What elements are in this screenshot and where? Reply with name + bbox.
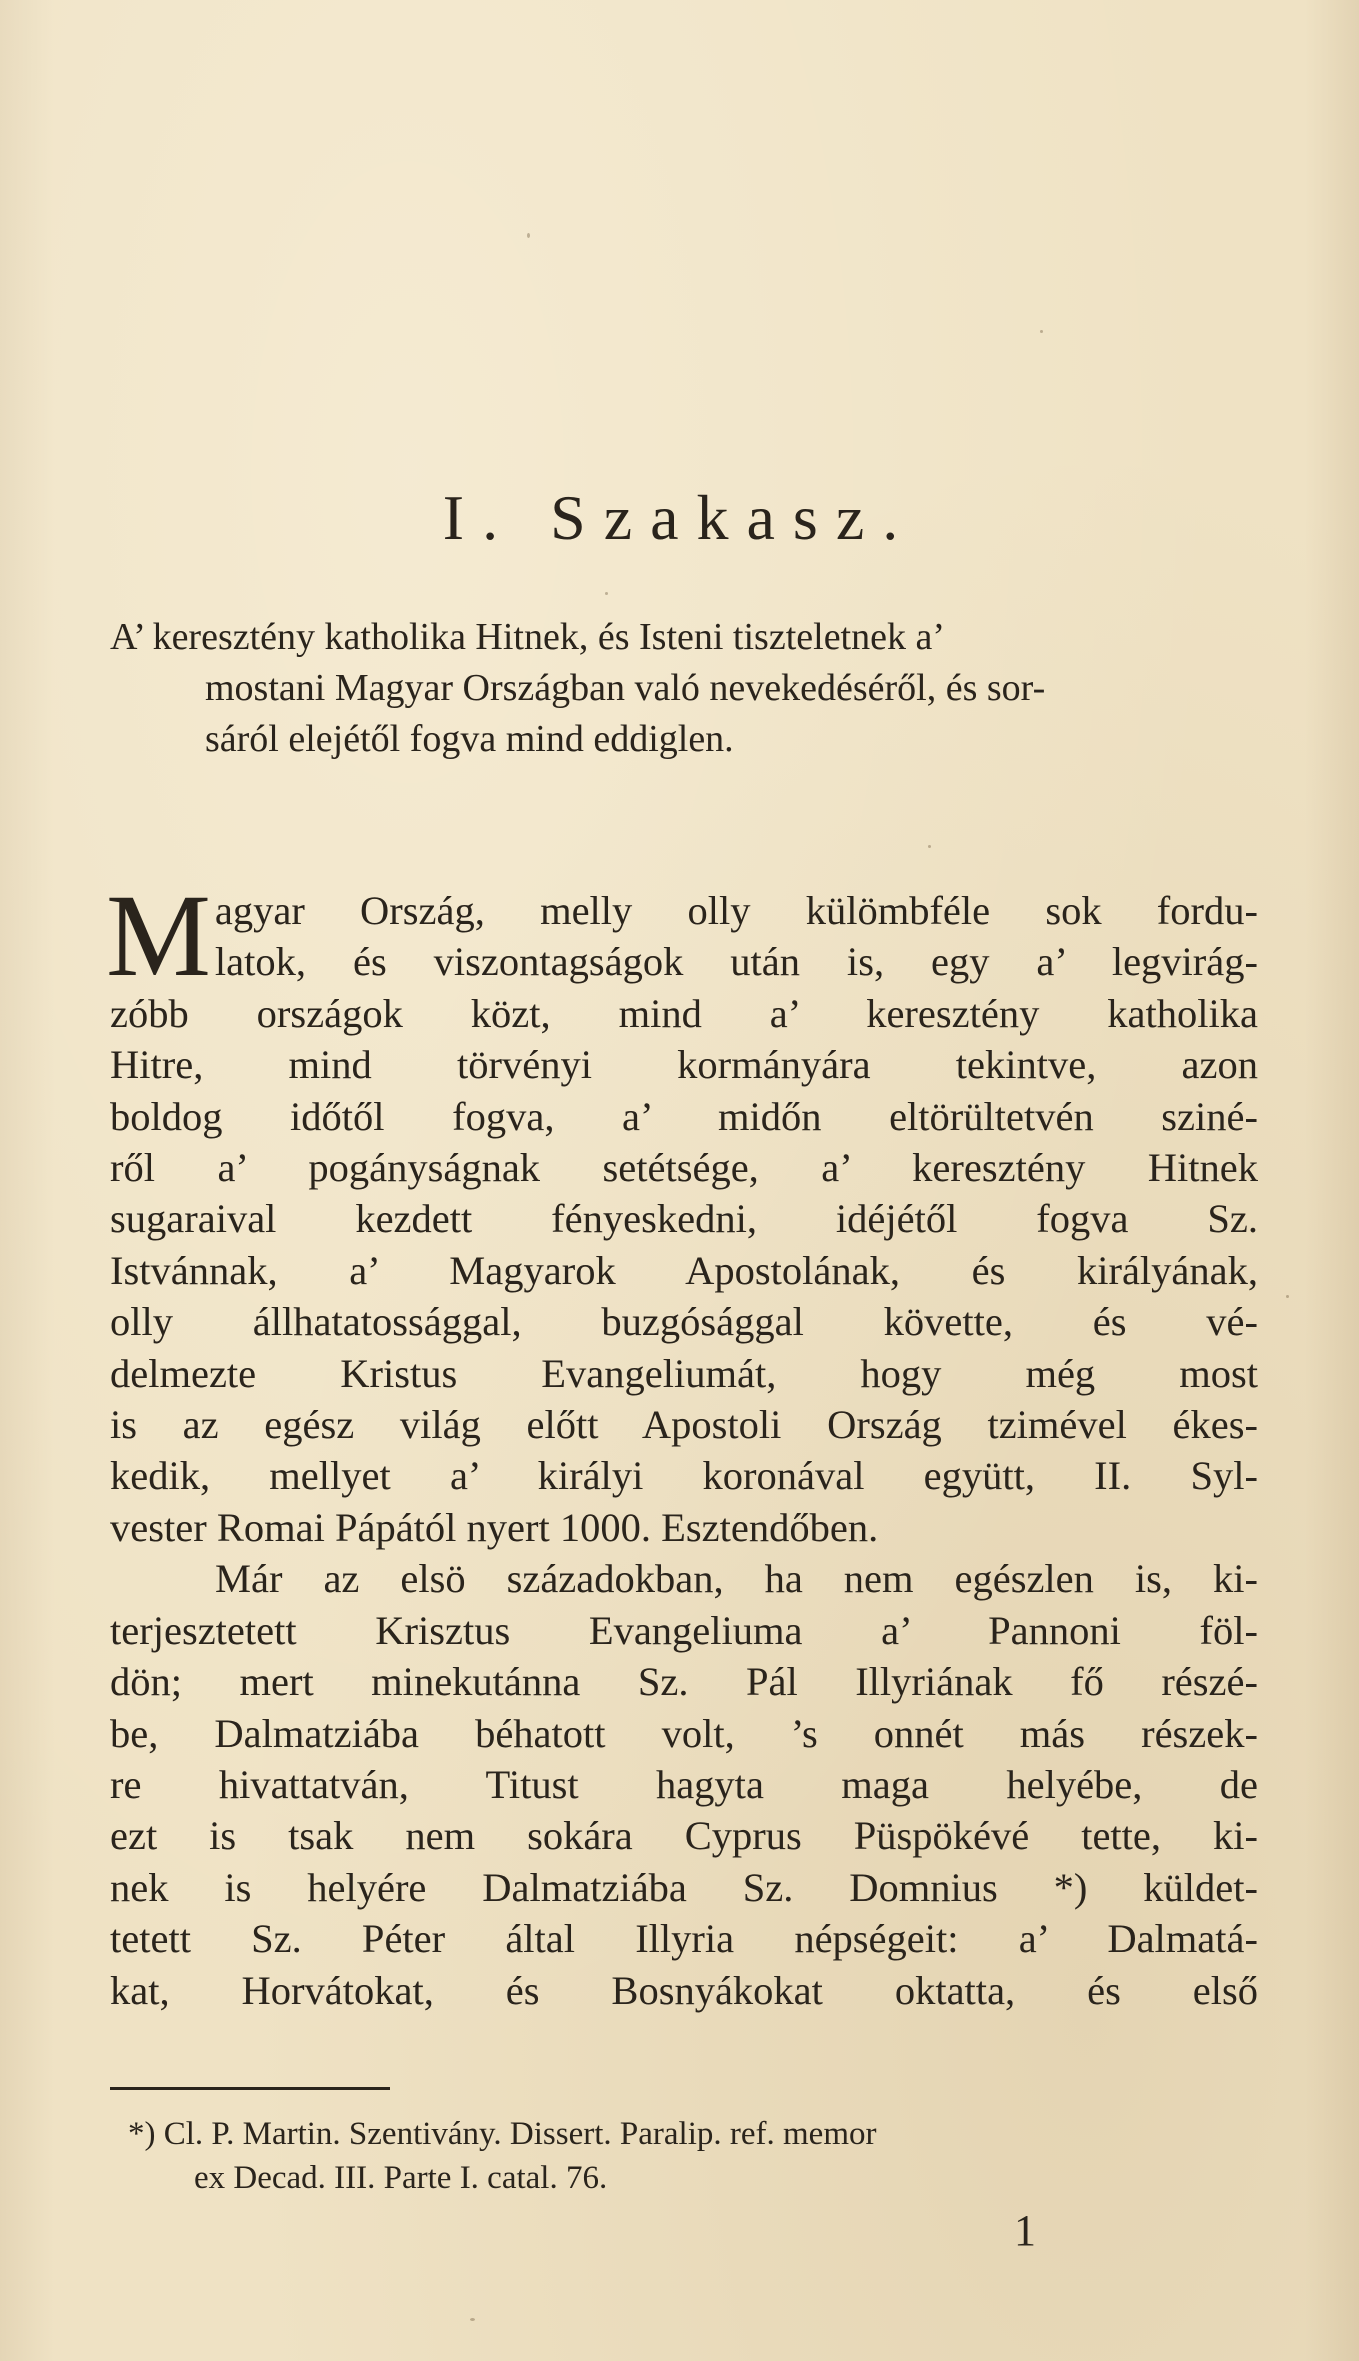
text-line: latok, és viszontagságok után is, egy a’ legvirág- (214, 939, 1258, 985)
text-line: is az egész világ előtt Apostoli Ország tzimével ékes- (110, 1402, 1258, 1448)
subtitle-line: sáról elejétől fogva mind eddiglen. (205, 718, 734, 760)
footnote-line: *) Cl. P. Martin. Szentivány. Dissert. Paralip. ref. memor (128, 2116, 877, 2152)
text-line: dön; mert minekutánna Sz. Pál Illyriának fő részé- (110, 1659, 1258, 1705)
paper-speck (605, 592, 608, 595)
text-line: sugaraival kezdett fényeskedni, idéjétől fogva Sz. (110, 1196, 1258, 1242)
subtitle-line: A’ keresztény katholika Hitnek, és Isteni tiszteletnek a’ (110, 616, 945, 658)
text-line: zóbb országok közt, mind a’ keresztény katholika (110, 990, 1258, 1036)
footnote (128, 2112, 1258, 2200)
text-line: terjesztetett Krisztus Evangeliuma a’ Pannoni föl- (110, 1607, 1258, 1653)
text-line: tetett Sz. Péter által Illyria népségeit: a’ Dalmatá- (110, 1916, 1258, 1962)
text-line: kedik, mellyet a’ királyi koronával együtt, II. Syl- (110, 1453, 1258, 1499)
second-paragraph (110, 1553, 1258, 2016)
text-line: ezt is tsak nem sokára Cyprus Püspökévé tette, ki- (110, 1813, 1258, 1859)
section-title: I. Szakasz. (442, 482, 917, 553)
section-subtitle (110, 612, 1255, 765)
subtitle-line: mostani Magyar Országban való nevekedéséről, és sor- (205, 667, 1046, 709)
text-line: Hitre, mind törvényi kormányára tekintve, azon (110, 1042, 1258, 1088)
paper-speck (470, 2318, 475, 2321)
text-line: boldog időtől fogva, a’ midőn eltörültetvén sziné- (110, 1093, 1258, 1139)
drop-cap: M (106, 870, 211, 1001)
text-line: Istvánnak, a’ Magyarok Apostolának, és királyának, (110, 1247, 1258, 1293)
text-line: ről a’ pogányságnak setétsége, a’ keresztény Hitnek (110, 1145, 1258, 1191)
text-line: be, Dalmatziába béhatott volt, ’s onnét más részek- (110, 1710, 1258, 1756)
text-line: vester Romai Pápától nyert 1000. Esztendőben. (110, 1504, 879, 1550)
text-line: re hivattatván, Titust hagyta maga helyébe, de (110, 1761, 1258, 1807)
paper-speck (928, 845, 931, 848)
body-text (106, 870, 1258, 2016)
text-line: delmezte Kristus Evangeliumát, hogy még most (110, 1350, 1258, 1396)
paper-speck (1040, 330, 1043, 333)
paper-speck (527, 233, 530, 238)
footnote-line: ex Decad. III. Parte I. catal. 76. (194, 2160, 608, 2196)
footnote-rule (110, 2087, 390, 2090)
text-line: kat, Horvátokat, és Bosnyákokat oktatta, és első (110, 1967, 1258, 2013)
text-line: olly állhatatossággal, buzgósággal követte, és vé- (110, 1299, 1258, 1345)
text-line: Már az elsö századokban, ha nem egészlen is, ki- (215, 1556, 1258, 1602)
first-paragraph (106, 870, 1258, 1553)
page-number: 1 (1014, 2206, 1036, 2255)
text-line: agyar Ország, melly olly külömbféle sok fordu- (214, 888, 1258, 933)
paper-speck (1286, 1295, 1289, 1298)
text-line: nek is helyére Dalmatziába Sz. Domnius *) küldet- (110, 1864, 1258, 1910)
